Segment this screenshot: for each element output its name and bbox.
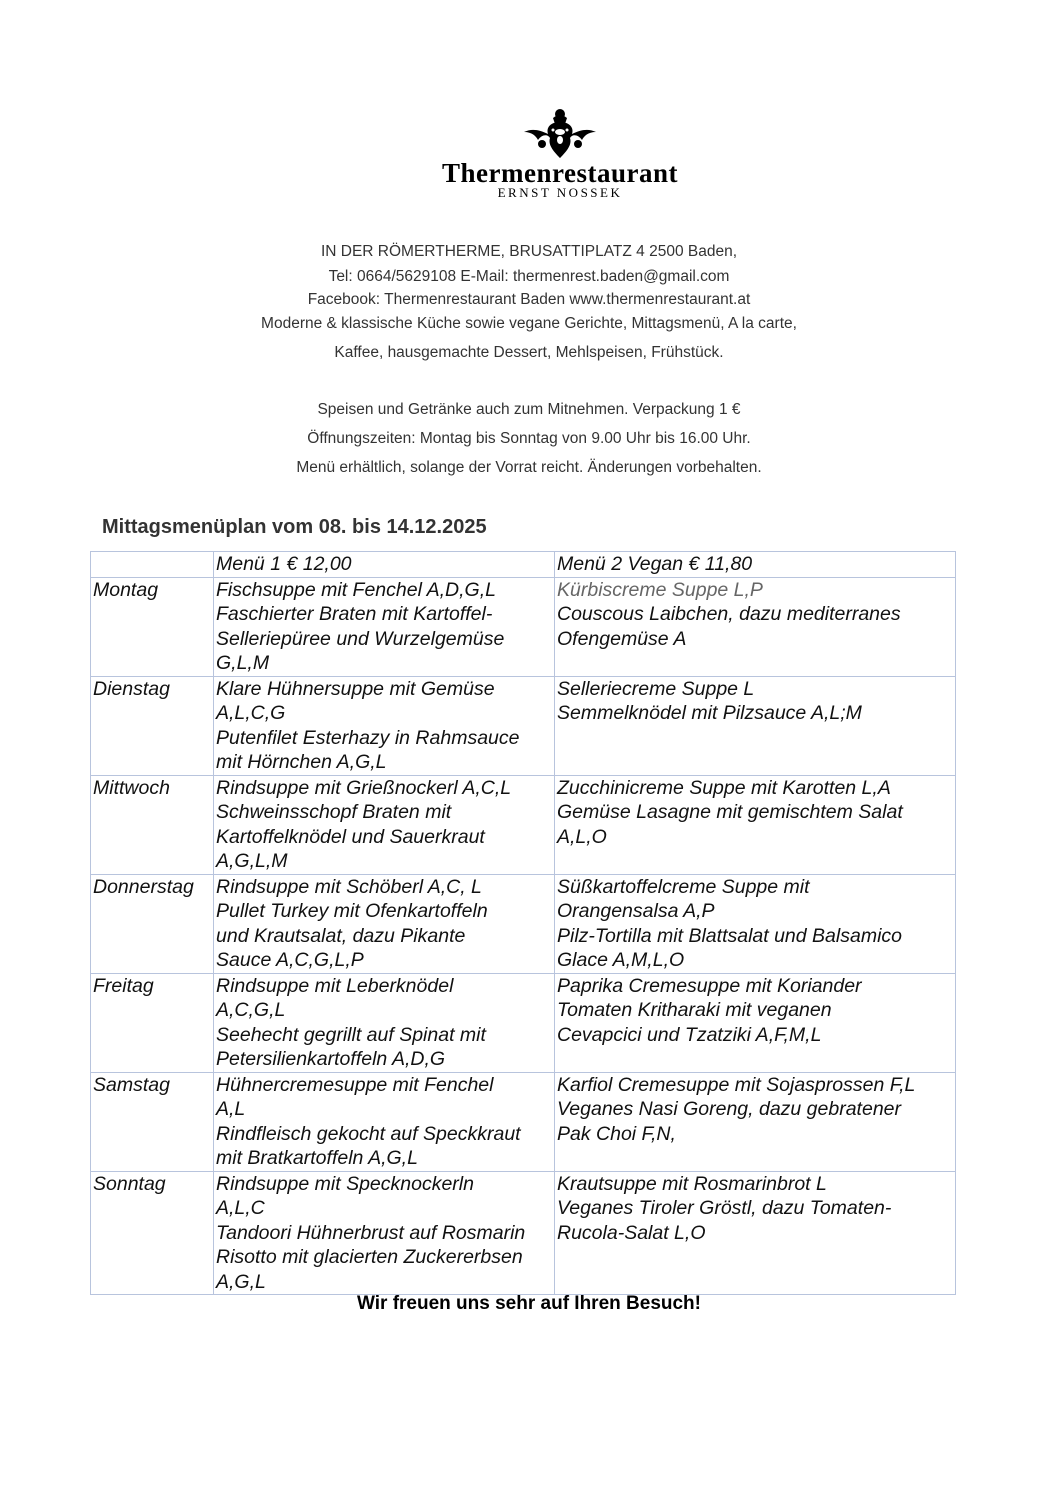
table-row [91, 1072, 956, 1171]
dish-line: Veganes Tiroler Gröstl, dazu Tomaten- [557, 1197, 892, 1219]
dish-line: Cevapcici und Tzatziki A,F,M,L [557, 1023, 822, 1046]
dish-line: Risotto mit glacierten Zuckererbsen [216, 1246, 523, 1268]
menu1-cell [214, 1171, 555, 1295]
dish-line: Fischsuppe mit Fenchel A,D,G,L [216, 578, 496, 601]
day-cell: Mittwoch [91, 775, 214, 874]
description-line-1: Moderne & klassische Küche sowie vegane Gerichte, Mittagsmenü, A la carte, [261, 315, 797, 332]
dish-line: Veganes Nasi Goreng, dazu gebratener [557, 1098, 902, 1120]
dish-line: A,L,C,G [216, 702, 286, 724]
dish-line: Zucchinicreme Suppe mit Karotten L,A [557, 776, 891, 799]
closing-message: Wir freuen uns sehr auf Ihren Besuch! [356, 1293, 701, 1314]
day-cell: Sonntag [91, 1171, 214, 1295]
menu1-cell [214, 775, 555, 874]
dish-line: Couscous Laibchen, dazu mediterranes [557, 603, 901, 625]
menu1-cell [214, 874, 555, 973]
dish-line: Pullet Turkey mit Ofenkartoffeln [216, 900, 488, 922]
dish-line: mit Bratkartoffeln A,G,L [216, 1147, 418, 1169]
dish-line: Petersilienkartoffeln A,D,G [216, 1048, 446, 1070]
dish-line: Krautsuppe mit Rosmarinbrot L [557, 1172, 827, 1195]
dish-line: Rindsuppe mit Schöberl A,C, L [216, 875, 482, 898]
dish-line: Glace A,M,L,O [557, 949, 685, 971]
dish-line: Semmelknödel mit Pilzsauce A,L;M [557, 702, 862, 724]
contact-line: Tel: 0664/5629108 E-Mail: thermenrest.baden@gmail.com [328, 268, 730, 285]
dish-line: Selleriecreme Suppe L [557, 677, 755, 700]
social-line: Facebook: Thermenrestaurant Baden www.thermenrestaurant.at [307, 291, 751, 308]
dish-line: Rindsuppe mit Specknockerln [216, 1172, 474, 1195]
dish-line: G,L,M [216, 652, 270, 674]
dish-line: Tomaten Kritharaki mit veganen [557, 999, 832, 1021]
dish-line: Selleriepüree und Wurzelgemüse [216, 627, 505, 650]
dish-line: Kürbiscreme Suppe L,P [557, 578, 763, 601]
day-cell: Dienstag [91, 676, 214, 775]
menu2-cell [555, 1072, 956, 1171]
day-cell: Montag [91, 577, 214, 676]
dish-line: A,L,C [216, 1197, 265, 1219]
day-cell: Samstag [91, 1072, 214, 1171]
dish-line: Kartoffelknödel und Sauerkraut [216, 825, 485, 848]
table-row [91, 973, 956, 1072]
dish-line: Ofengemüse A [557, 627, 687, 650]
menu2-cell [555, 577, 956, 676]
dish-line: Tandoori Hühnerbrust auf Rosmarin [216, 1221, 526, 1244]
menu1-cell [214, 1072, 555, 1171]
damask-ornament-icon [520, 108, 600, 160]
table-header-row [91, 552, 956, 578]
menu1-cell [214, 676, 555, 775]
table-row [91, 577, 956, 676]
dish-line: Rindsuppe mit Grießnockerl A,C,L [216, 776, 512, 799]
dish-line: Putenfilet Esterhazy in Rahmsauce [216, 726, 520, 749]
dish-line: Sauce A,C,G,L,P [216, 949, 364, 971]
address-line: IN DER RÖMERTHERME, BRUSATTIPLATZ 4 2500 Baden, [320, 243, 738, 260]
table-row [91, 676, 956, 775]
dish-line: Gemüse Lasagne mit gemischtem Salat [557, 801, 903, 823]
dish-line: Hühnercremesuppe mit Fenchel [216, 1073, 494, 1096]
menu2-cell [555, 973, 956, 1072]
dish-line: A,L,O [557, 825, 607, 848]
disclaimer-line: Menü erhältlich, solange der Vorrat reicht. Änderungen vorbehalten. [296, 459, 762, 476]
dish-line: Klare Hühnersuppe mit Gemüse [216, 677, 495, 700]
menu-plan-title: Mittagsmenüplan vom 08. bis 14.12.2025 [102, 516, 487, 538]
dish-line: Schweinsschopf Braten mit [216, 801, 452, 823]
brand-name: Thermenrestaurant [442, 158, 678, 188]
dish-line: mit Hörnchen A,G,L [216, 751, 387, 773]
dish-line: und Krautsalat, dazu Pikante [216, 924, 466, 947]
table-row [91, 775, 956, 874]
dish-line: Orangensalsa A,P [557, 900, 715, 922]
header-cell-menu1: Menü 1 € 12,00 [214, 552, 555, 578]
takeaway-line: Speisen und Getränke auch zum Mitnehmen. Verpackung 1 € [317, 401, 741, 418]
header-cell-menu2: Menü 2 Vegan € 11,80 [555, 552, 956, 578]
dish-line: Rucola-Salat L,O [557, 1221, 706, 1244]
menu1-cell [214, 577, 555, 676]
brand-subtitle: ERNST NOSSEK [497, 185, 623, 200]
menu1-cell [214, 973, 555, 1072]
dish-line: Süßkartoffelcreme Suppe mit [557, 875, 810, 898]
dish-line: Rindfleisch gekocht auf Speckkraut [216, 1122, 521, 1145]
table-row [91, 874, 956, 973]
menu2-cell [555, 1171, 956, 1295]
dish-line: A,C,G,L [216, 999, 286, 1021]
table-row [91, 1171, 956, 1295]
opening-hours-line: Öffnungszeiten: Montag bis Sonntag von 9.00 Uhr bis 16.00 Uhr. [307, 430, 751, 447]
day-cell: Freitag [91, 973, 214, 1072]
header-cell-day [91, 552, 214, 578]
menu2-cell [555, 676, 956, 775]
dish-line: Faschierter Braten mit Kartoffel- [216, 603, 493, 625]
dish-line: Karfiol Cremesuppe mit Sojasprossen F,L [557, 1073, 916, 1096]
dish-line: Pak Choi F,N, [557, 1122, 676, 1145]
restaurant-logo [380, 108, 740, 200]
lunch-menu-table [90, 551, 956, 1295]
dish-line: A,G,L,M [216, 850, 288, 872]
dish-line: Seehecht gegrillt auf Spinat mit [216, 1023, 486, 1046]
dish-line: A,G,L [216, 1270, 266, 1293]
dish-line: Paprika Cremesuppe mit Koriander [557, 974, 862, 997]
dish-line: Pilz-Tortilla mit Blattsalat und Balsamico [557, 924, 902, 947]
menu2-cell [555, 775, 956, 874]
dish-line: Rindsuppe mit Leberknödel [216, 974, 454, 997]
menu2-cell [555, 874, 956, 973]
day-cell: Donnerstag [91, 874, 214, 973]
description-line-2: Kaffee, hausgemachte Dessert, Mehlspeisen, Frühstück. [334, 344, 724, 361]
dish-line: A,L [216, 1098, 246, 1120]
